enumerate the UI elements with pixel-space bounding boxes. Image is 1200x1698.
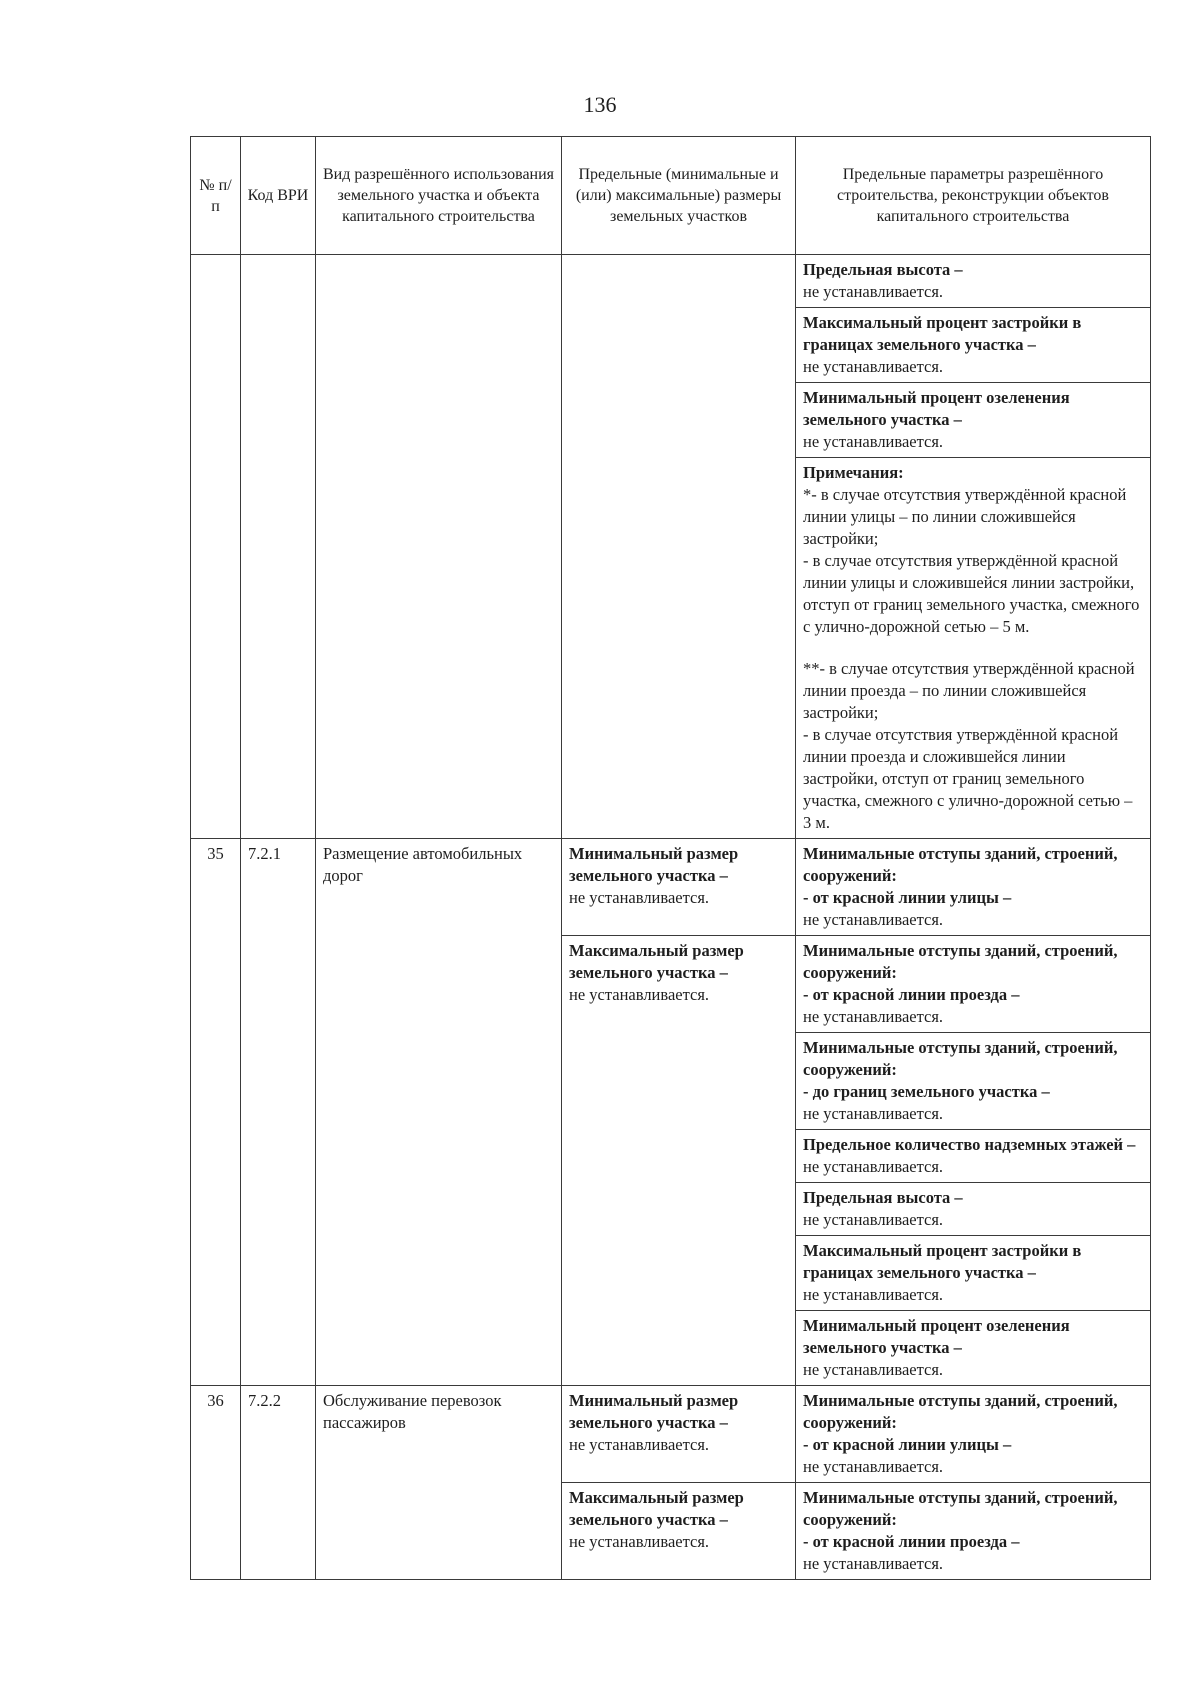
page-number: 136 — [583, 92, 617, 117]
param-label: Предельное количество надземных этажей – — [803, 1135, 1136, 1154]
zoning-table — [190, 136, 1151, 1580]
size-cell — [562, 1483, 796, 1580]
cont-size — [562, 255, 796, 839]
param-cell — [796, 1183, 1151, 1236]
row-type: Размещение автомобильных дорог — [316, 839, 562, 1386]
param-sublabel: - от красной линии проезда – — [803, 1532, 1020, 1551]
cont-code — [241, 255, 316, 839]
param-value: не устанавливается. — [803, 1210, 944, 1229]
size-value: не устанавливается. — [569, 888, 710, 907]
param-cell — [796, 936, 1151, 1033]
size-label: Максимальный размер земельного участка – — [569, 941, 744, 982]
size-cell — [562, 839, 796, 936]
size-cell — [562, 936, 796, 1386]
table-header-row — [191, 137, 1151, 255]
row-code: 7.2.2 — [241, 1386, 316, 1580]
table-row — [191, 839, 1151, 936]
size-value: не устанавливается. — [569, 1435, 710, 1454]
param-value: не устанавливается. — [803, 282, 944, 301]
notes-cell — [796, 458, 1151, 839]
header-num: № п/п — [191, 137, 241, 255]
param-sublabel: - до границ земельного участка – — [803, 1082, 1050, 1101]
param-label: Минимальный процент озеленения земельного участка – — [803, 1316, 1070, 1357]
param-sublabel: - от красной линии проезда – — [803, 985, 1020, 1004]
param-label: Максимальный процент застройки в границах земельного участка – — [803, 1241, 1082, 1282]
note-text: - в случае отсутствия утверждённой красной линии проезда и сложившейся линии застройки, отступ от границ земельного участка, смежного с улично-дорожной сетью – 3 м. — [803, 725, 1133, 832]
param-cell — [796, 1130, 1151, 1183]
param-cell — [796, 1386, 1151, 1483]
row-num: 36 — [191, 1386, 241, 1580]
param-label: Минимальные отступы зданий, строений, сооружений: — [803, 1488, 1118, 1529]
param-label: Максимальный процент застройки в границах земельного участка – — [803, 313, 1082, 354]
param-cell — [796, 1311, 1151, 1386]
param-label: Минимальные отступы зданий, строений, сооружений: — [803, 1391, 1118, 1432]
table-row — [191, 255, 1151, 308]
notes-title: Примечания: — [803, 463, 904, 482]
size-label: Минимальный размер земельного участка – — [569, 844, 739, 885]
param-cell — [796, 1236, 1151, 1311]
param-label: Предельная высота – — [803, 1188, 963, 1207]
param-label: Минимальный процент озеленения земельного участка – — [803, 388, 1070, 429]
header-code: Код ВРИ — [241, 137, 316, 255]
param-value: не устанавливается. — [803, 432, 944, 451]
param-value: не устанавливается. — [803, 1007, 944, 1026]
note-text: - в случае отсутствия утверждённой красной линии улицы и сложившейся линии застройки, отступ от границ земельного участка, смежного с улично-дорожной сетью – 5 м. — [803, 551, 1140, 636]
size-label: Максимальный размер земельного участка – — [569, 1488, 744, 1529]
param-label: Предельная высота – — [803, 260, 963, 279]
table-row — [191, 1386, 1151, 1483]
header-type: Вид разрешённого использования земельного участка и объекта капитального строительства — [316, 137, 562, 255]
param-value: не устанавливается. — [803, 1104, 944, 1123]
note-text: *- в случае отсутствия утверждённой красной линии улицы – по линии сложившейся застройки; — [803, 485, 1127, 548]
size-label: Минимальный размер земельного участка – — [569, 1391, 739, 1432]
param-value: не устанавливается. — [803, 1285, 944, 1304]
cont-num — [191, 255, 241, 839]
row-type: Обслуживание перевозок пассажиров — [316, 1386, 562, 1580]
param-label: Минимальные отступы зданий, строений, сооружений: — [803, 1038, 1118, 1079]
header-params: Предельные параметры разрешённого строительства, реконструкции объектов капитального строительства — [796, 137, 1151, 255]
param-label: Минимальные отступы зданий, строений, сооружений: — [803, 941, 1118, 982]
size-cell — [562, 1386, 796, 1483]
param-cell — [796, 839, 1151, 936]
param-value: не устанавливается. — [803, 910, 944, 929]
size-value: не устанавливается. — [569, 1532, 710, 1551]
row-code: 7.2.1 — [241, 839, 316, 1386]
row-num: 35 — [191, 839, 241, 1386]
param-cell — [796, 383, 1151, 458]
param-cell — [796, 1033, 1151, 1130]
param-cell — [796, 255, 1151, 308]
param-cell — [796, 1483, 1151, 1580]
size-value: не устанавливается. — [569, 985, 710, 1004]
param-value: не устанавливается. — [803, 1554, 944, 1573]
param-sublabel: - от красной линии улицы – — [803, 888, 1012, 907]
param-value: не устанавливается. — [803, 1360, 944, 1379]
param-value: не устанавливается. — [803, 1157, 944, 1176]
param-cell — [796, 308, 1151, 383]
param-sublabel: - от красной линии улицы – — [803, 1435, 1012, 1454]
header-size: Предельные (минимальные и (или) максимальные) размеры земельных участков — [562, 137, 796, 255]
param-value: не устанавливается. — [803, 357, 944, 376]
note-text: **- в случае отсутствия утверждённой красной линии проезда – по линии сложившейся застройки; — [803, 659, 1135, 722]
param-label: Минимальные отступы зданий, строений, сооружений: — [803, 844, 1118, 885]
cont-type — [316, 255, 562, 839]
param-value: не устанавливается. — [803, 1457, 944, 1476]
